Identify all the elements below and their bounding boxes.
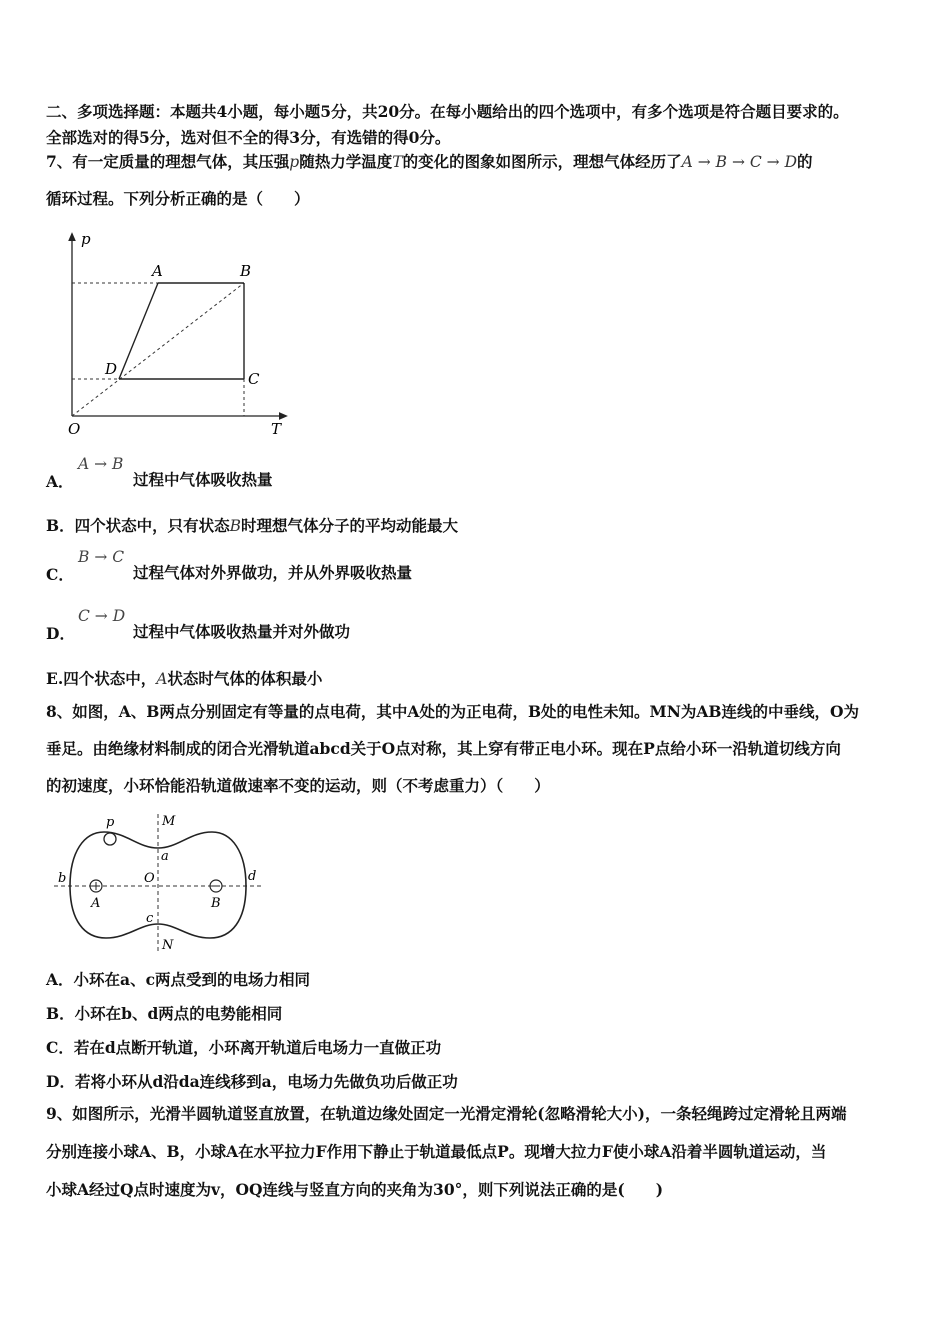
q7-label-D: D [105, 360, 118, 378]
q8-label-c: c [146, 911, 154, 926]
q7-var-T: T [392, 153, 403, 171]
q8-label-M: M [162, 814, 176, 829]
q7-label-C: C [248, 370, 260, 388]
q7-option-a-text: 过程中气体吸收热量 [133, 470, 273, 489]
q7-label-p: p [81, 230, 91, 248]
q8-label-B: B [211, 896, 221, 911]
q8-option-c: C．若在d点断开轨道，小环离开轨道后电场力一直做正功 [46, 1038, 442, 1057]
q8-label-O: O [144, 871, 155, 886]
q7-option-d-text: 过程中气体吸收热量并对外做功 [133, 622, 351, 641]
q8-track-diagram [48, 808, 268, 956]
q7-option-b-text-b: 时理想气体分子的平均动能最大 [241, 516, 459, 535]
q7-label-A: A [152, 262, 163, 280]
q7-stem-part-b: 随热力学温度 [299, 152, 393, 171]
q7-option-c-text: 过程气体对外界做功，并从外界吸收热量 [133, 563, 413, 582]
q9-stem-line3: 小球A经过Q点时速度为v，OQ连线与竖直方向的夹角为30°，则下列说法正确的是( ) [46, 1180, 664, 1199]
q8-label-N: N [162, 938, 174, 953]
q7-option-a-label: A． [46, 472, 74, 491]
q8-stem-line2: 垂足。由绝缘材料制成的闭合光滑轨道abcd关于O点对称，其上穿有带正电小环。现在P点给小环一沿轨道切线方向 [46, 739, 841, 758]
q7-stem-line2: 循环过程。下列分析正确的是（ ） [46, 189, 310, 208]
section-instructions-line2: 全部选对的得5分，选对但不全的得3分，有选错的得0分。 [46, 128, 451, 147]
q7-option-e-text-b: 状态时气体的体积最小 [167, 669, 323, 688]
q8-stem-line3: 的初速度，小环恰能沿轨道做速率不变的运动，则（不考虑重力）（ ） [46, 776, 550, 795]
q8-option-b: B．小环在b、d两点的电势能相同 [46, 1004, 283, 1023]
q7-dashed-OB [72, 283, 244, 416]
q7-var-p: p [289, 153, 300, 171]
q7-label-B: B [240, 262, 252, 280]
q8-option-a: A．小环在a、c两点受到的电场力相同 [46, 970, 311, 989]
q7-label-T: T [271, 420, 282, 438]
q7-option-b-text-a: B．四个状态中，只有状态 [46, 516, 230, 535]
section-instructions-line1: 二、多项选择题：本题共4小题，每小题5分，共20分。在每小题给出的四个选项中，有多个选项是符合题目要求的。 [46, 102, 849, 121]
q8-label-d: d [248, 869, 257, 884]
q7-stem-part-c: 的变化的图象如图所示，理想气体经历了 [402, 152, 682, 171]
q7-option-e [46, 667, 322, 689]
q8-label-a: a [161, 849, 169, 864]
q7-option-a-math: A → B [78, 455, 124, 473]
q7-option-d-label: D． [46, 624, 75, 643]
q7-option-e-text-a: E.四个状态中， [46, 669, 157, 688]
q7-option-d-math: C → D [78, 607, 126, 625]
q7-cycle: A → B → C → D [681, 153, 798, 171]
q7-stem-line1 [46, 152, 813, 172]
q7-pt-diagram [56, 226, 296, 442]
q8-stem-line1: 8、如图，A、B两点分别固定有等量的点电荷，其中A处的为正电荷，B处的电性未知。MN为AB连线的中垂线，O为 [46, 702, 859, 721]
q9-stem-line1: 9、如图所示，光滑半圆轨道竖直放置，在轨道边缘处固定一光滑定滑轮(忽略滑轮大小)，一条轻绳跨过定滑轮且两端 [46, 1104, 847, 1123]
q7-option-c-label: C． [46, 565, 74, 584]
q7-option-b-math: B [229, 517, 241, 535]
q8-label-b: b [58, 871, 67, 886]
q7-option-c-math: B → C [78, 548, 125, 566]
q7-option-e-math: A [156, 670, 168, 688]
q9-stem-line2: 分别连接小球A、B，小球A在水平拉力F作用下静止于轨道最低点P。现增大拉力F使小球A沿着半圆轨道运动，当 [46, 1142, 827, 1161]
q7-stem-part-a: 7、有一定质量的理想气体，其压强 [46, 152, 290, 171]
q8-label-p: p [106, 815, 115, 830]
q7-option-b [46, 514, 458, 536]
q7-label-O: O [68, 420, 81, 438]
q7-stem-part-d: 的 [797, 152, 813, 171]
q8-label-A: A [91, 896, 101, 911]
q8-ring-p [104, 833, 116, 845]
q8-option-d: D．若将小环从d沿da连线移到a，电场力先做负功后做正功 [46, 1072, 458, 1091]
